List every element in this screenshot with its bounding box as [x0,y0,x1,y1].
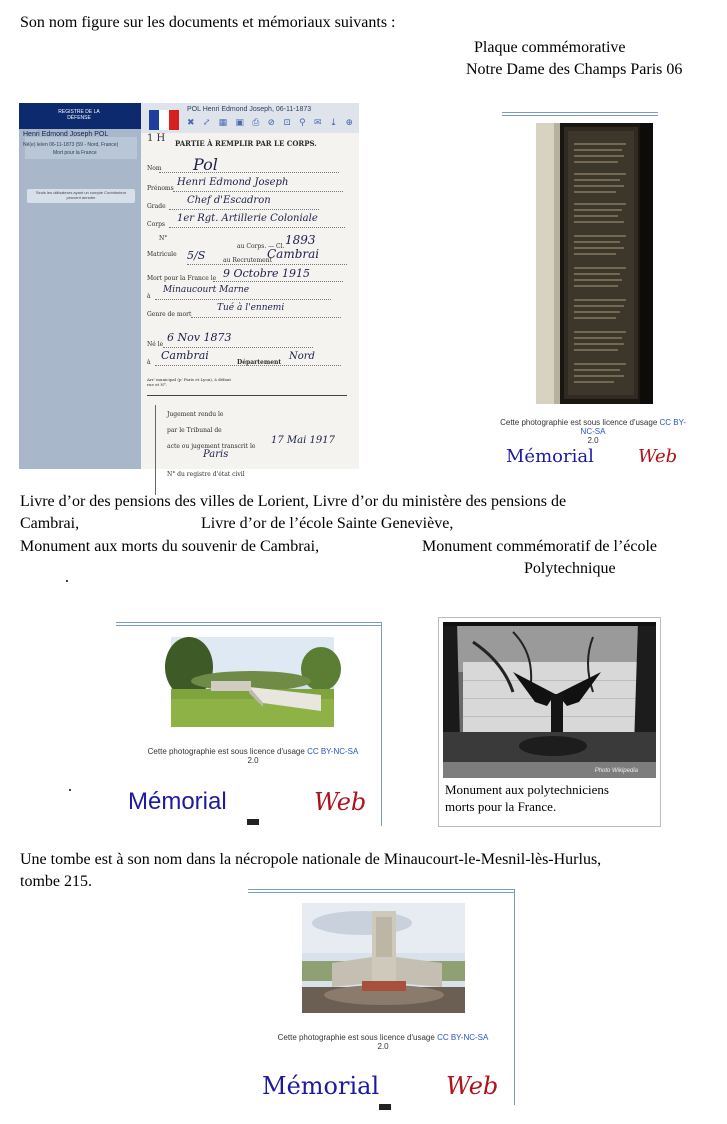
necropole-image [302,903,465,1013]
field-departement: Nord [289,351,315,362]
cambrai-license: Cette photographie est sous licence d'usage CC BY-NC-SA 2.0 [147,747,359,765]
license-link[interactable]: CC BY-NC-SA [307,747,359,756]
license-link[interactable]: CC BY-NC-SA [580,418,686,436]
field-naissance-lieu: Cambrai [161,349,209,362]
cambrai-photo [171,637,334,727]
field-corps: 1er Rgt. Artillerie Coloniale [177,213,318,224]
record-heading: PARTIE À REMPLIR PAR LE CORPS. [175,139,317,148]
intro-text: Son nom figure sur les documents et mémoriaux suivants : [20,14,396,31]
plaque-photo [536,123,653,404]
monument-polytechnique-line1: Monument commémoratif de l’école [422,538,658,555]
polytechnique-caption: Monument aux polytechniciens morts pour la France. [445,782,609,814]
frame-line [248,889,514,893]
field-matricule: 5/S [187,249,206,262]
person-name: Henri Edmond Joseph POL [23,131,109,138]
dot [66,580,68,582]
memorial-label[interactable]: Mémorial [262,1072,380,1100]
field-recrutement: Cambrai [267,247,320,261]
viewer-sidebar-header [19,103,141,129]
cambrai-image [171,637,334,727]
livres-sainte-genevieve: Livre d’or de l’école Sainte Geneviève, [201,515,454,532]
field-nom: Pol [193,155,218,174]
plaque-title: Plaque commémorative [474,39,626,56]
license-link[interactable]: CC BY-NC-SA [437,1033,489,1042]
memorial-label[interactable]: Mémorial [128,788,227,815]
mark [247,819,259,825]
necropole-license: Cette photographie est sous licence d'usage CC BY-NC-SA 2.0 [277,1033,489,1051]
departement-label: Département [237,359,282,366]
polytechnique-photo [443,622,656,778]
viewer-person-card[interactable] [23,131,137,159]
frame-line [381,622,382,826]
photo-credit: Photo Wikipedia [594,768,638,774]
person-mention: Mort pour la France [53,150,97,156]
record-content: PARTIE À REMPLIR PAR LE CORPS. 1 H Nom Pol Prénoms Henri Edmond Joseph Grade Chef d'Escadron Corps 1er Rgt. Artillerie Coloniale N° Matricule au Corps. — Cl. 1893 5/S au Recrutement Cambrai Mort pour la France le 9 Octobre 1915 à Minaucourt Marne Genre de mort Tué à l'ennemi Né le 6 Nov 1873 à Cambrai Département Nord Arr' municipal (p' Paris et Lyon), à défaut rue et N°. Jugement rendu le par le Tribunal de acte ou jugement transcrit le 17 Mai 1917 Paris N° du registre d'état civil [141,133,359,469]
monument-cambrai: Monument aux morts du souvenir de Cambrai, [20,538,320,555]
field-grade: Chef d'Escadron [187,195,271,206]
archive-viewer [19,103,359,478]
plaque-license: Cette photographie est sous licence d'usage CC BY-NC-SA 2.0 [500,418,686,445]
livres-cambrai: Cambrai, [20,515,80,532]
field-prenoms: Henri Edmond Joseph [177,177,289,188]
tombe-line1: Une tombe est à son nom dans la nécropole nationale de Minaucourt-le-Mesnil-lès-Hurlus, [20,851,602,868]
field-transcription-lieu: Paris [203,449,229,460]
field-genre-mort: Tué à l'ennemi [217,303,285,313]
memorial-label[interactable]: Mémorial [506,446,594,467]
monument-polytechnique-line2: Polytechnique [524,560,616,577]
field-transcription: 17 Mai 1917 [271,435,335,446]
field-naissance-date: 6 Nov 1873 [167,331,232,344]
web-label[interactable]: Web [446,1072,499,1100]
french-flag-icon [149,110,179,130]
necropole-photo [302,903,465,1013]
frame-line [514,889,515,1105]
livres-line1: Livre d’or des pensions des villes de Lorient, Livre d’or du ministère des pensions de [20,493,567,510]
polytechnique-image [443,622,656,778]
plaque-location: Notre Dame des Champs Paris 06 [466,61,683,78]
viewer-title: POL Henri Edmond Joseph, 06-11-1873 [187,106,312,113]
mark [379,1104,391,1110]
person-birth: Né(e) le/en 06-11-1873 (59 - Nord, France) [23,142,119,148]
plaque-image [536,123,653,404]
tombe-line2: tombe 215. [20,873,92,890]
frame-line [116,622,382,626]
field-deces-lieu: Minaucourt Marne [163,285,250,295]
toolbar-icons[interactable]: ✖ ⤢ ▦ ▣ ⎙ ⊘ ⊡ ⚲ ✉ ⤓ ⊕ [187,117,357,127]
web-label[interactable]: Web [314,788,367,816]
field-classe: 1893 [285,233,316,247]
annotation-notice: Seuls les utilisateurs ayant un compte Contributeur peuvent annoter [27,189,135,203]
web-label[interactable]: Web [638,446,678,467]
dot [69,789,71,791]
field-deces-date: 9 Octobre 1915 [223,267,311,280]
frame-line [502,112,658,116]
defense-logo-text: REGISTRE DE LA DÉFENSE [58,109,100,121]
polytechnique-figure [438,617,661,827]
